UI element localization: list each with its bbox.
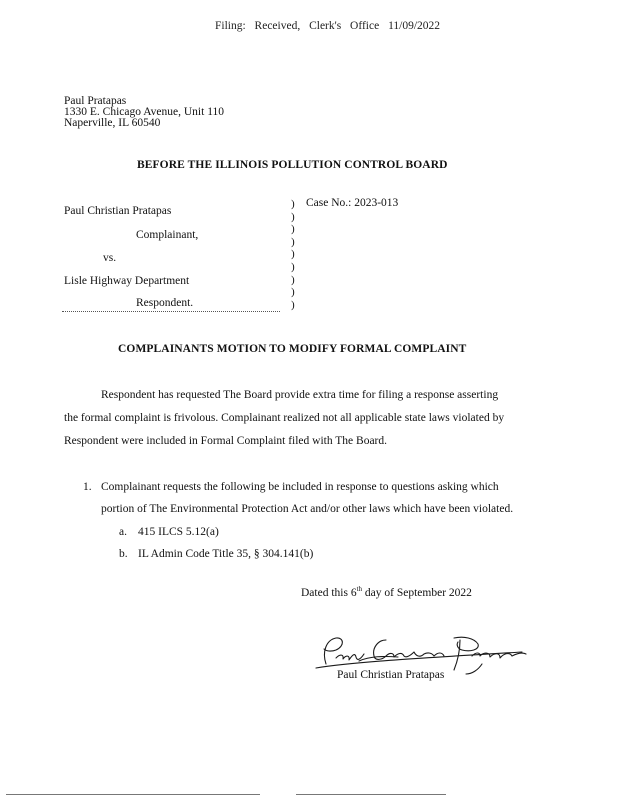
motion-title: COMPLAINANTS MOTION TO MODIFY FORMAL COMPLAINT — [118, 343, 467, 355]
sender-city: Naperville, IL 60540 — [64, 117, 161, 129]
signature-name: Paul Christian Pratapas — [337, 669, 445, 681]
caption-bracket: ) ) ) ) ) ) ) ) ) — [291, 198, 295, 311]
item-line-1: Complainant requests the following be included in response to questions asking which — [101, 481, 499, 493]
item-line-2: portion of The Environmental Protection Act and/or other laws which have been violated. — [101, 503, 514, 515]
caption-divider — [62, 311, 280, 312]
sub-item-a-marker: a. — [119, 526, 127, 538]
intro-line-2: the formal complaint is frivolous. Complainant realized not all applicable state laws violated by — [64, 412, 505, 424]
dated-rest: day of September 2022 — [362, 586, 472, 599]
sender-street: 1330 E. Chicago Avenue, Unit 110 — [64, 106, 225, 118]
bottom-rule-left — [6, 794, 260, 795]
dated-ordinal: th — [356, 585, 363, 593]
intro-line-1: Respondent has requested The Board provide extra time for filing a response asserting — [101, 389, 499, 401]
respondent-role: Respondent. — [136, 297, 194, 309]
intro-line-3: Respondent were included in Formal Complaint filed with The Board. — [64, 435, 388, 447]
sub-item-a-text: 415 ILCS 5.12(a) — [138, 526, 219, 538]
filing-header: Filing: Received, Clerk's Office 11/09/2022 — [215, 20, 441, 32]
sub-item-b-text: IL Admin Code Title 35, § 304.141(b) — [138, 548, 314, 560]
board-title: BEFORE THE ILLINOIS POLLUTION CONTROL BOARD — [137, 159, 448, 171]
bottom-rule-right — [296, 794, 446, 795]
complainant-role: Complainant, — [136, 229, 199, 241]
item-number: 1. — [83, 481, 92, 493]
complainant-name: Paul Christian Pratapas — [64, 205, 172, 217]
case-number: Case No.: 2023-013 — [306, 197, 399, 209]
sender-name: Paul Pratapas — [64, 95, 127, 107]
versus-label: vs. — [103, 252, 117, 264]
dated-prefix: Dated this 6 — [301, 586, 357, 599]
respondent-name: Lisle Highway Department — [64, 275, 190, 287]
dated-line — [301, 585, 472, 599]
sub-item-b-marker: b. — [119, 548, 128, 560]
